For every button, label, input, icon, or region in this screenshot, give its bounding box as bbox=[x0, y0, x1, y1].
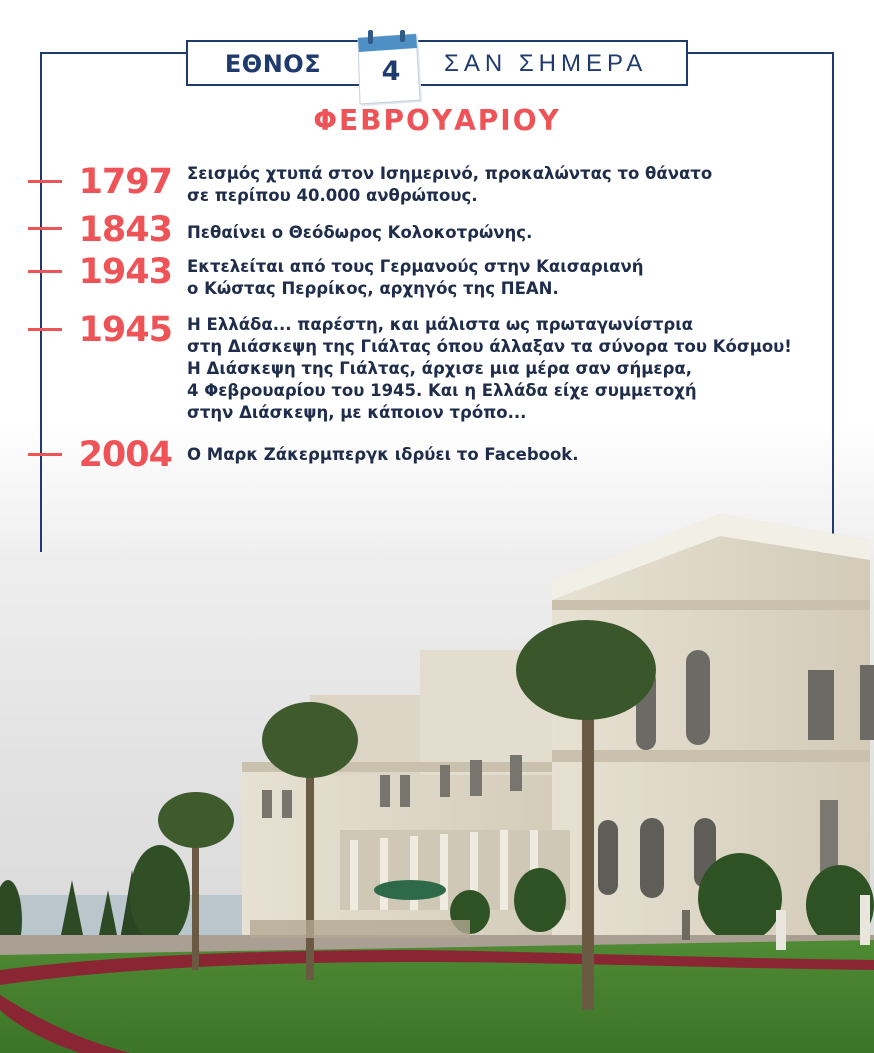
event-text: Σεισμός χτυπά στον Ισημερινό, προκαλώντας το θάνατο σε περίπου 40.000 ανθρώπους. bbox=[187, 164, 713, 205]
livadia-palace-photo bbox=[0, 500, 874, 1053]
event-text: Πεθαίνει ο Θεόδωρος Κολοκοτρώνης. bbox=[187, 223, 533, 242]
event-dash bbox=[28, 328, 62, 331]
event-text: Εκτελείται από τους Γερμανούς στην Καισαριανή ο Κώστας Περρίκος, αρχηγός της ΠΕΑΝ. bbox=[187, 257, 644, 298]
event-dash bbox=[28, 270, 62, 273]
header-banner bbox=[186, 40, 688, 86]
event-year: 1943 bbox=[78, 252, 172, 292]
event-year: 1843 bbox=[78, 210, 172, 250]
event-dash bbox=[28, 227, 62, 230]
calendar-day-number: 4 bbox=[381, 56, 401, 87]
month-title: ΦΕΒΡΟΥΑΡΙΟΥ bbox=[313, 104, 561, 137]
event-dash bbox=[28, 180, 62, 183]
event-year: 2004 bbox=[78, 435, 172, 475]
event-dash bbox=[28, 453, 62, 456]
header-tagline: ΣΑΝ ΣΗΜΕΡΑ bbox=[444, 50, 648, 77]
event-text: Η Ελλάδα... παρέστη, και μάλιστα ως πρωταγωνίστρια στη Διάσκεψη της Γιάλτας όπου άλλαξαν τα σύνορα του Κόσμου! Η Διάσκεψη της Γιάλτας, άρχισε μια μέρα σαν σήμερα, 4 Φεβρουαρίου του 1945. Και η Ελλάδα είχε συμμετοχή στην Διάσκεψη, με κάποιον τρόπο... bbox=[187, 315, 792, 422]
brand-logo-text: ΕΘΝΟΣ bbox=[224, 50, 322, 78]
event-year: 1797 bbox=[78, 162, 172, 202]
calendar-icon bbox=[354, 30, 424, 106]
event-year: 1945 bbox=[78, 310, 172, 350]
event-text: Ο Μαρκ Ζάκερμπεργκ ιδρύει το Facebook. bbox=[187, 445, 579, 464]
